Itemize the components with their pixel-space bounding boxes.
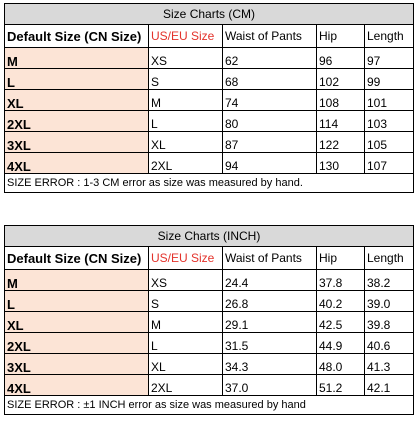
hip-header: Hip [317,247,365,270]
length-value: 39.8 [367,317,391,332]
waist-value: 26.8 [225,296,249,311]
us-eu-size-value: 2XL [151,380,173,395]
hip-cell [317,270,365,291]
hip-cell [317,291,365,312]
default-size-value: 4XL [7,380,31,396]
hip-value: 108 [319,95,340,110]
us-eu-size-value: XL [151,137,166,152]
waist-cell [223,132,317,153]
hip-cell [317,153,365,174]
us-eu-size-value: M [151,317,161,332]
hip-value: 42.5 [319,317,343,332]
hip-cell [317,312,365,333]
length-value: 101 [367,95,388,110]
waist-cell [223,270,317,291]
length-cell [365,69,414,90]
length-value: 39.0 [367,296,391,311]
us-eu-size-cell [149,333,223,354]
length-value: 99 [367,74,381,89]
us-eu-size-value: 2XL [151,158,173,173]
length-cell [365,90,414,111]
hip-value: 130 [319,158,340,173]
hip-cell [317,375,365,396]
hip-cell [317,111,365,132]
length-cell [365,48,414,69]
default-size-value: M [7,53,18,69]
header-row [5,25,414,48]
us-eu-size-header: US/EU Size [149,247,223,270]
length-value: 107 [367,158,388,173]
default-size-cell [5,291,149,312]
us-eu-size-header: US/EU Size [149,25,223,48]
hip-value: 48.0 [319,359,343,374]
length-cell [365,354,414,375]
waist-value: 31.5 [225,338,249,353]
hip-value: 114 [319,116,339,131]
us-eu-size-cell [149,375,223,396]
size-chart-inch [4,225,413,415]
length-cell [365,270,414,291]
table-row [5,90,414,111]
table-row [5,312,414,333]
waist-cell [223,69,317,90]
waist-cell [223,90,317,111]
waist-cell [223,354,317,375]
waist-cell [223,375,317,396]
default-size-value: 2XL [7,338,31,354]
us-eu-size-value: L [151,338,158,353]
us-eu-size-value: S [151,296,160,311]
us-eu-size-cell [149,132,223,153]
waist-cell [223,153,317,174]
default-size-header: Default Size (CN Size) [5,25,149,48]
table-row [5,111,414,132]
size-error-note: SIZE ERROR : 1-3 CM error as size was measured by hand. [5,174,414,193]
default-size-cell [5,270,149,291]
hip-value: 122 [319,137,340,152]
waist-value: 34.3 [225,359,249,374]
us-eu-size-value: S [151,74,160,89]
default-size-value: 3XL [7,359,31,375]
default-size-value: 4XL [7,158,31,174]
hip-header: Hip [317,25,365,48]
default-size-cell [5,132,149,153]
hip-value: 44.9 [319,338,343,353]
default-size-value: 2XL [7,116,31,132]
default-size-value: L [7,296,15,312]
header-row [5,247,414,270]
waist-cell [223,48,317,69]
waist-cell [223,111,317,132]
us-eu-size-cell [149,291,223,312]
default-size-cell [5,69,149,90]
length-cell [365,291,414,312]
us-eu-size-value: XL [151,359,166,374]
table-row [5,153,414,174]
us-eu-size-cell [149,90,223,111]
length-cell [365,312,414,333]
hip-cell [317,333,365,354]
us-eu-size-value: M [151,95,161,110]
table-title: Size Charts (INCH) [5,226,414,247]
us-eu-size-cell [149,153,223,174]
waist-value: 94 [225,158,239,173]
table-row [5,354,414,375]
table-row [5,132,414,153]
waist-value: 62 [225,53,239,68]
us-eu-size-cell [149,312,223,333]
size-error-note: SIZE ERROR : ±1 INCH error as size was measured by hand [5,396,414,415]
us-eu-size-value: L [151,116,158,131]
length-cell [365,153,414,174]
waist-cell [223,312,317,333]
length-cell [365,111,414,132]
waist-value: 87 [225,137,239,152]
length-value: 105 [367,137,388,152]
hip-value: 102 [319,74,340,89]
us-eu-size-cell [149,69,223,90]
waist-value: 37.0 [225,380,249,395]
table-row [5,333,414,354]
us-eu-size-value: XS [151,53,168,68]
default-size-header: Default Size (CN Size) [5,247,149,270]
hip-value: 51.2 [319,380,343,395]
default-size-value: XL [7,95,24,111]
waist-header: Waist of Pants [223,247,317,270]
default-size-cell [5,90,149,111]
default-size-value: L [7,74,15,90]
length-value: 38.2 [367,275,391,290]
hip-value: 40.2 [319,296,343,311]
length-value: 42.1 [367,380,391,395]
hip-cell [317,90,365,111]
hip-value: 96 [319,53,333,68]
table-row [5,270,414,291]
waist-header: Waist of Pants [223,25,317,48]
us-eu-size-cell [149,111,223,132]
default-size-value: 3XL [7,137,31,153]
table-title: Size Charts (CM) [5,4,414,25]
default-size-cell [5,48,149,69]
hip-cell [317,132,365,153]
length-value: 103 [367,116,388,131]
hip-value: 37.8 [319,275,343,290]
waist-value: 68 [225,74,239,89]
hip-cell [317,48,365,69]
waist-value: 80 [225,116,239,131]
table-row [5,48,414,69]
waist-cell [223,333,317,354]
size-chart-cm [4,3,413,193]
length-cell [365,375,414,396]
waist-cell [223,291,317,312]
us-eu-size-value: XS [151,275,168,290]
default-size-cell [5,153,149,174]
default-size-cell [5,354,149,375]
table-row [5,69,414,90]
waist-value: 74 [225,95,239,110]
hip-cell [317,354,365,375]
size-table-inch [4,225,414,415]
default-size-cell [5,111,149,132]
default-size-cell [5,333,149,354]
us-eu-size-cell [149,270,223,291]
waist-value: 24.4 [225,275,249,290]
size-table-cm [4,3,414,193]
length-cell [365,333,414,354]
waist-value: 29.1 [225,317,249,332]
length-value: 97 [367,53,381,68]
length-header: Length [365,25,414,48]
default-size-cell [5,375,149,396]
us-eu-size-cell [149,48,223,69]
us-eu-size-cell [149,354,223,375]
default-size-cell [5,312,149,333]
default-size-value: M [7,275,18,291]
hip-cell [317,69,365,90]
length-cell [365,132,414,153]
table-row [5,375,414,396]
length-header: Length [365,247,414,270]
default-size-value: XL [7,317,24,333]
length-value: 40.6 [367,338,391,353]
length-value: 41.3 [367,359,391,374]
table-row [5,291,414,312]
